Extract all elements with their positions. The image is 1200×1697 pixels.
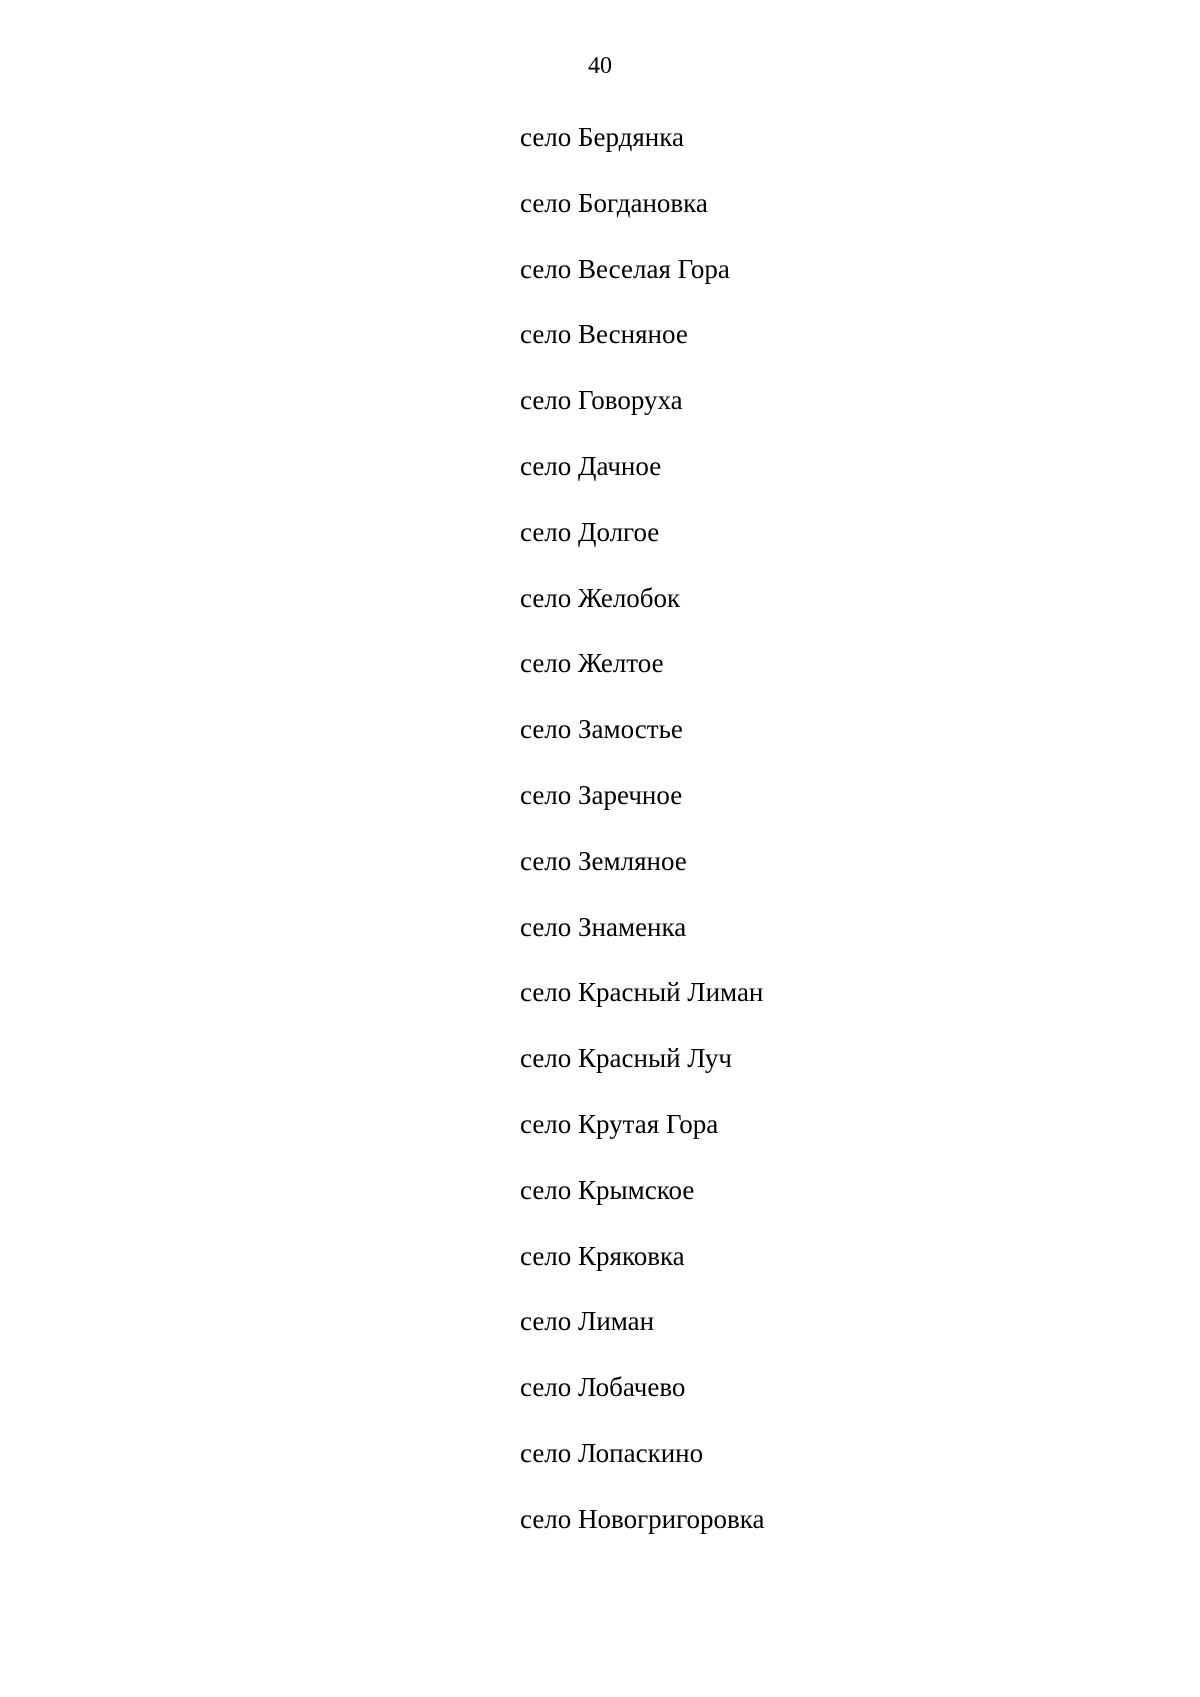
page-number: 40 [588, 53, 612, 79]
list-item: село Лобачево [520, 1372, 686, 1403]
list-item: село Лиман [520, 1306, 655, 1337]
list-item: село Красный Луч [520, 1043, 733, 1074]
list-item: село Дачное [520, 450, 662, 481]
list-item: село Богдановка [520, 187, 708, 218]
list-item: село Желобок [520, 582, 681, 613]
list-item: село Кряковка [520, 1240, 685, 1271]
list-item: село Крутая Гора [520, 1108, 719, 1139]
list-item: село Весняное [520, 319, 688, 350]
list-item: село Замостье [520, 714, 683, 745]
list-item: село Веселая Гора [520, 253, 730, 284]
list-item: село Красный Лиман [520, 977, 764, 1008]
list-item: село Желтое [520, 648, 664, 679]
list-item: село Новогригоровка [520, 1503, 765, 1534]
list-item: село Бердянка [520, 122, 684, 152]
list-item: село Знаменка [520, 911, 687, 942]
list-item: село Крымское [520, 1174, 695, 1205]
list-item: село Заречное [520, 779, 683, 810]
list-item: село Земляное [520, 845, 687, 876]
settlement-list [520, 120, 764, 1568]
list-item: село Лопаскино [520, 1437, 704, 1468]
list-item: село Долгое [520, 516, 660, 547]
list-item: село Говоруха [520, 385, 683, 416]
